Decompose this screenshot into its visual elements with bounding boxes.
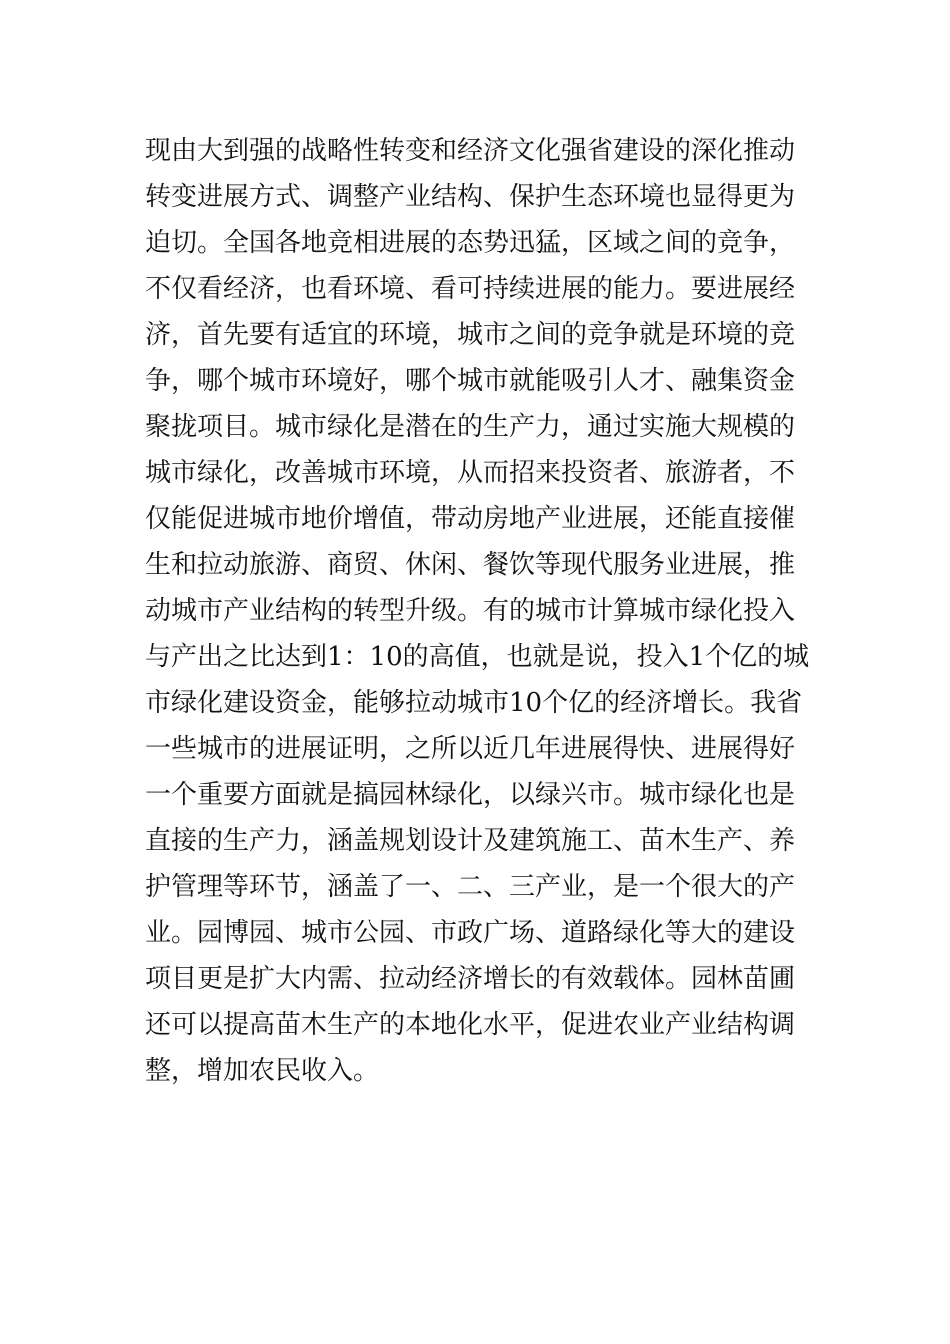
text-line: 整，增加农民收入。	[145, 1056, 380, 1086]
text-line: 还可以提高苗木生产的本地化水平，促进农业产业结构调	[145, 1010, 796, 1040]
text-line: 不仅看经济，也看环境、看可持续进展的能力。要进展经	[145, 274, 796, 304]
text-line: 聚拢项目。城市绿化是潜在的生产力，通过实施大规模的	[145, 412, 796, 442]
text-line: 城市绿化，改善城市环境，从而招来投资者、旅游者，不	[145, 458, 796, 488]
text-line: 迫切。全国各地竞相进展的态势迅猛，区域之间的竞争，	[145, 228, 796, 258]
text-line: 项目更是扩大内需、拉动经济增长的有效载体。园林苗圃	[145, 964, 796, 994]
text-line: 争，哪个城市环境好，哪个城市就能吸引人才、融集资金	[145, 366, 796, 396]
text-line: 转变进展方式、调整产业结构、保护生态环境也显得更为	[145, 182, 796, 212]
text-line: 生和拉动旅游、商贸、休闲、餐饮等现代服务业进展，推	[145, 550, 796, 580]
text-line: 护管理等环节，涵盖了一、二、三产业，是一个很大的产	[145, 872, 796, 902]
text-line: 一些城市的进展证明，之所以近几年进展得快、进展得好	[145, 734, 796, 764]
text-line: 现由大到强的战略性转变和经济文化强省建设的深化推动	[145, 136, 796, 166]
text-line: 动城市产业结构的转型升级。有的城市计算城市绿化投入	[145, 596, 796, 626]
text-line: 业。园博园、城市公园、市政广场、道路绿化等大的建设	[145, 918, 796, 948]
body-paragraph	[145, 128, 815, 1094]
text-line: 与产出之比达到1：10的高值，也就是说，投入1个亿的城	[145, 642, 810, 672]
text-line: 一个重要方面就是搞园林绿化，以绿兴市。城市绿化也是	[145, 780, 796, 810]
text-line: 济，首先要有适宜的环境，城市之间的竞争就是环境的竞	[145, 320, 796, 350]
text-line: 直接的生产力，涵盖规划设计及建筑施工、苗木生产、养	[145, 826, 796, 856]
text-line: 仅能促进城市地价增值，带动房地产业进展，还能直接催	[145, 504, 796, 534]
text-line: 市绿化建设资金，能够拉动城市10个亿的经济增长。我省	[145, 688, 803, 718]
